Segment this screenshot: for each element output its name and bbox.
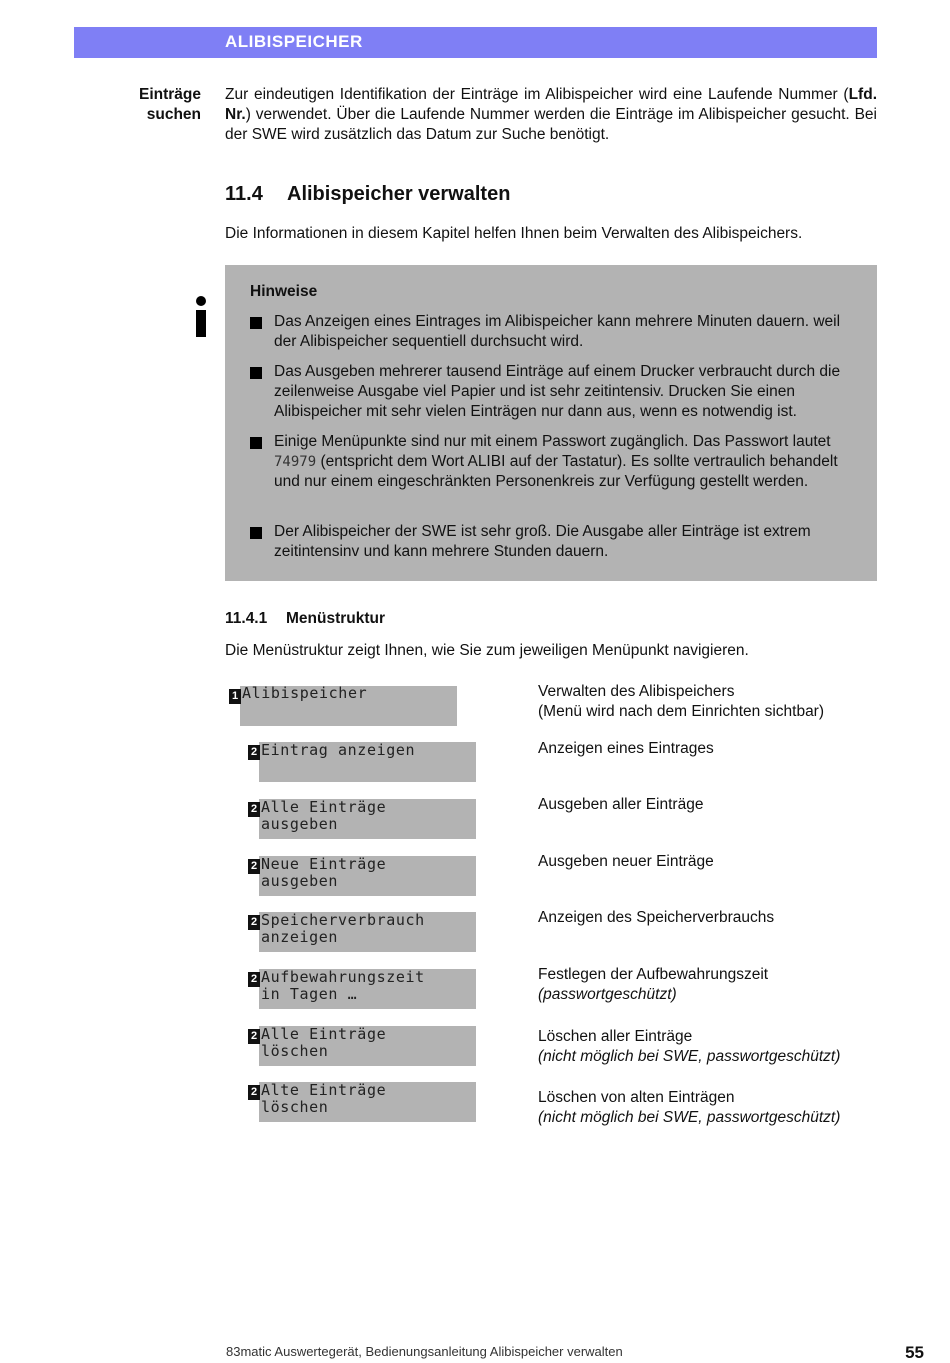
menu-level-badge: 2	[248, 1029, 260, 1044]
page-number: 55	[905, 1343, 924, 1362]
subsection-text: Die Menüstruktur zeigt Ihnen, wie Sie zum jeweiligen Menüpunkt navigieren.	[225, 642, 749, 659]
menu-description-text: Anzeigen des Speicherverbrauchs	[538, 909, 775, 926]
menu-description-note: (nicht möglich bei SWE, passwortgeschützt)	[538, 1109, 841, 1126]
menu-level-badge: 2	[248, 859, 260, 874]
menu-description	[538, 1088, 878, 1128]
section-text: Die Informationen in diesem Kapitel helfen Ihnen beim Verwalten des Alibispeichers.	[225, 225, 803, 242]
menu-level-badge: 2	[248, 972, 260, 987]
menu-description-text: Ausgeben aller Einträge	[538, 796, 704, 813]
intro-paragraph	[225, 85, 877, 145]
menu-level-badge: 2	[248, 802, 260, 817]
menu-level-badge: 1	[229, 689, 241, 704]
subsection-number: 11.4.1	[225, 610, 268, 627]
menu-description-text: Festlegen der Aufbewahrungszeit	[538, 966, 769, 983]
bullet-square-icon	[250, 317, 262, 329]
menu-description	[538, 795, 878, 815]
menu-description	[538, 682, 878, 722]
menu-level-badge: 2	[248, 915, 260, 930]
bullet-square-icon	[250, 367, 262, 379]
side-label-line2: suchen	[146, 106, 201, 123]
menu-item-label: Aufbewahrungszeit in Tagen …	[261, 968, 425, 1003]
note-text	[274, 432, 850, 492]
note-text-after: (entspricht dem Wort ALIBI auf der Tastatur). Es sollte vertraulich behandelt und nur einem eingeschränkten Personenkreis zur Verfügung gestellt werden.	[274, 453, 838, 490]
section-heading	[225, 183, 510, 206]
footer-text: 83matic Auswertegerät, Bedienungsanleitung Alibispeicher verwalten	[226, 1344, 623, 1359]
menu-item-label: Speicherverbrauch anzeigen	[261, 911, 425, 946]
notes-title: Hinweise	[250, 283, 318, 300]
menu-description-note: (passwortgeschützt)	[538, 986, 677, 1003]
header-title: ALIBISPEICHER	[225, 32, 363, 51]
menu-item-label: Alte Einträge löschen	[261, 1081, 387, 1116]
note-text-before: Einige Menüpunkte sind nur mit einem Passwort zugänglich. Das Passwort lautet	[274, 433, 831, 450]
side-label	[81, 85, 201, 125]
menu-structure	[228, 685, 488, 1145]
section-number: 11.4	[225, 183, 263, 205]
side-label-line1: Einträge	[138, 86, 201, 103]
menu-item-label: Neue Einträge ausgeben	[261, 855, 387, 890]
note-text: Der Alibispeicher der SWE ist sehr groß. Die Ausgabe aller Einträge ist extrem zeitintensinv und kann mehrere Stunden dauern.	[274, 523, 811, 560]
note-item	[250, 432, 850, 492]
menu-item-label: Alibispeicher	[242, 684, 368, 702]
menu-item-label: Alle Einträge ausgeben	[261, 798, 387, 833]
intro-text-2: ) verwendet. Über die Laufende Nummer werden die Einträge im Alibispeicher gesucht. Bei der SWE wird zusätzlich das Datum zur Suche benötigt.	[225, 106, 877, 143]
password-code: 74979	[274, 454, 317, 470]
info-icon	[192, 296, 210, 344]
section-header-bar	[74, 27, 877, 58]
menu-level-badge: 2	[248, 745, 260, 760]
menu-description	[538, 739, 878, 759]
subsection-heading	[225, 610, 385, 628]
bullet-square-icon	[250, 527, 262, 539]
subsection-title: Menüstruktur	[286, 610, 386, 627]
menu-description-text: Ausgeben neuer Einträge	[538, 853, 714, 870]
menu-description-text: Verwalten des Alibispeichers	[538, 683, 735, 700]
menu-description-note: (nicht möglich bei SWE, passwortgeschützt)	[538, 1048, 841, 1065]
menu-description-text: Löschen aller Einträge	[538, 1028, 693, 1045]
notes-box	[225, 265, 877, 581]
note-item	[250, 312, 850, 352]
note-item	[250, 362, 850, 422]
note-text: Das Ausgeben mehrerer tausend Einträge auf einem Drucker verbraucht durch die zeilenweise Ausgabe viel Papier und ist sehr zeitintensiv. Drucken Sie einen Alibispeicher mit sehr vielen Einträgen nur dann aus, wenn es notwendig ist.	[274, 363, 841, 420]
menu-description	[538, 852, 878, 872]
menu-level-badge: 2	[248, 1085, 260, 1100]
menu-description-text: Löschen von alten Einträgen	[538, 1089, 735, 1106]
section-title: Alibispeicher verwalten	[287, 183, 511, 205]
note-item	[250, 522, 850, 562]
note-text: Das Anzeigen eines Eintrages im Alibispeicher kann mehrere Minuten dauern. weil der Alibispeicher sequentiell durchsucht wird.	[274, 313, 841, 350]
menu-description	[538, 908, 878, 928]
menu-item-label: Alle Einträge löschen	[261, 1025, 387, 1060]
intro-text-1: Zur eindeutigen Identifikation der Einträge im Alibispeicher wird eine Laufende Nummer (	[225, 86, 849, 103]
intro-text-bold: Lfd. Nr.	[225, 86, 877, 123]
menu-description-note: (Menü wird nach dem Einrichten sichtbar)	[538, 703, 825, 720]
menu-description-text: Anzeigen eines Eintrages	[538, 740, 714, 757]
menu-item-label: Eintrag anzeigen	[261, 741, 416, 759]
bullet-square-icon	[250, 437, 262, 449]
menu-description	[538, 965, 878, 1005]
menu-description	[538, 1027, 878, 1067]
